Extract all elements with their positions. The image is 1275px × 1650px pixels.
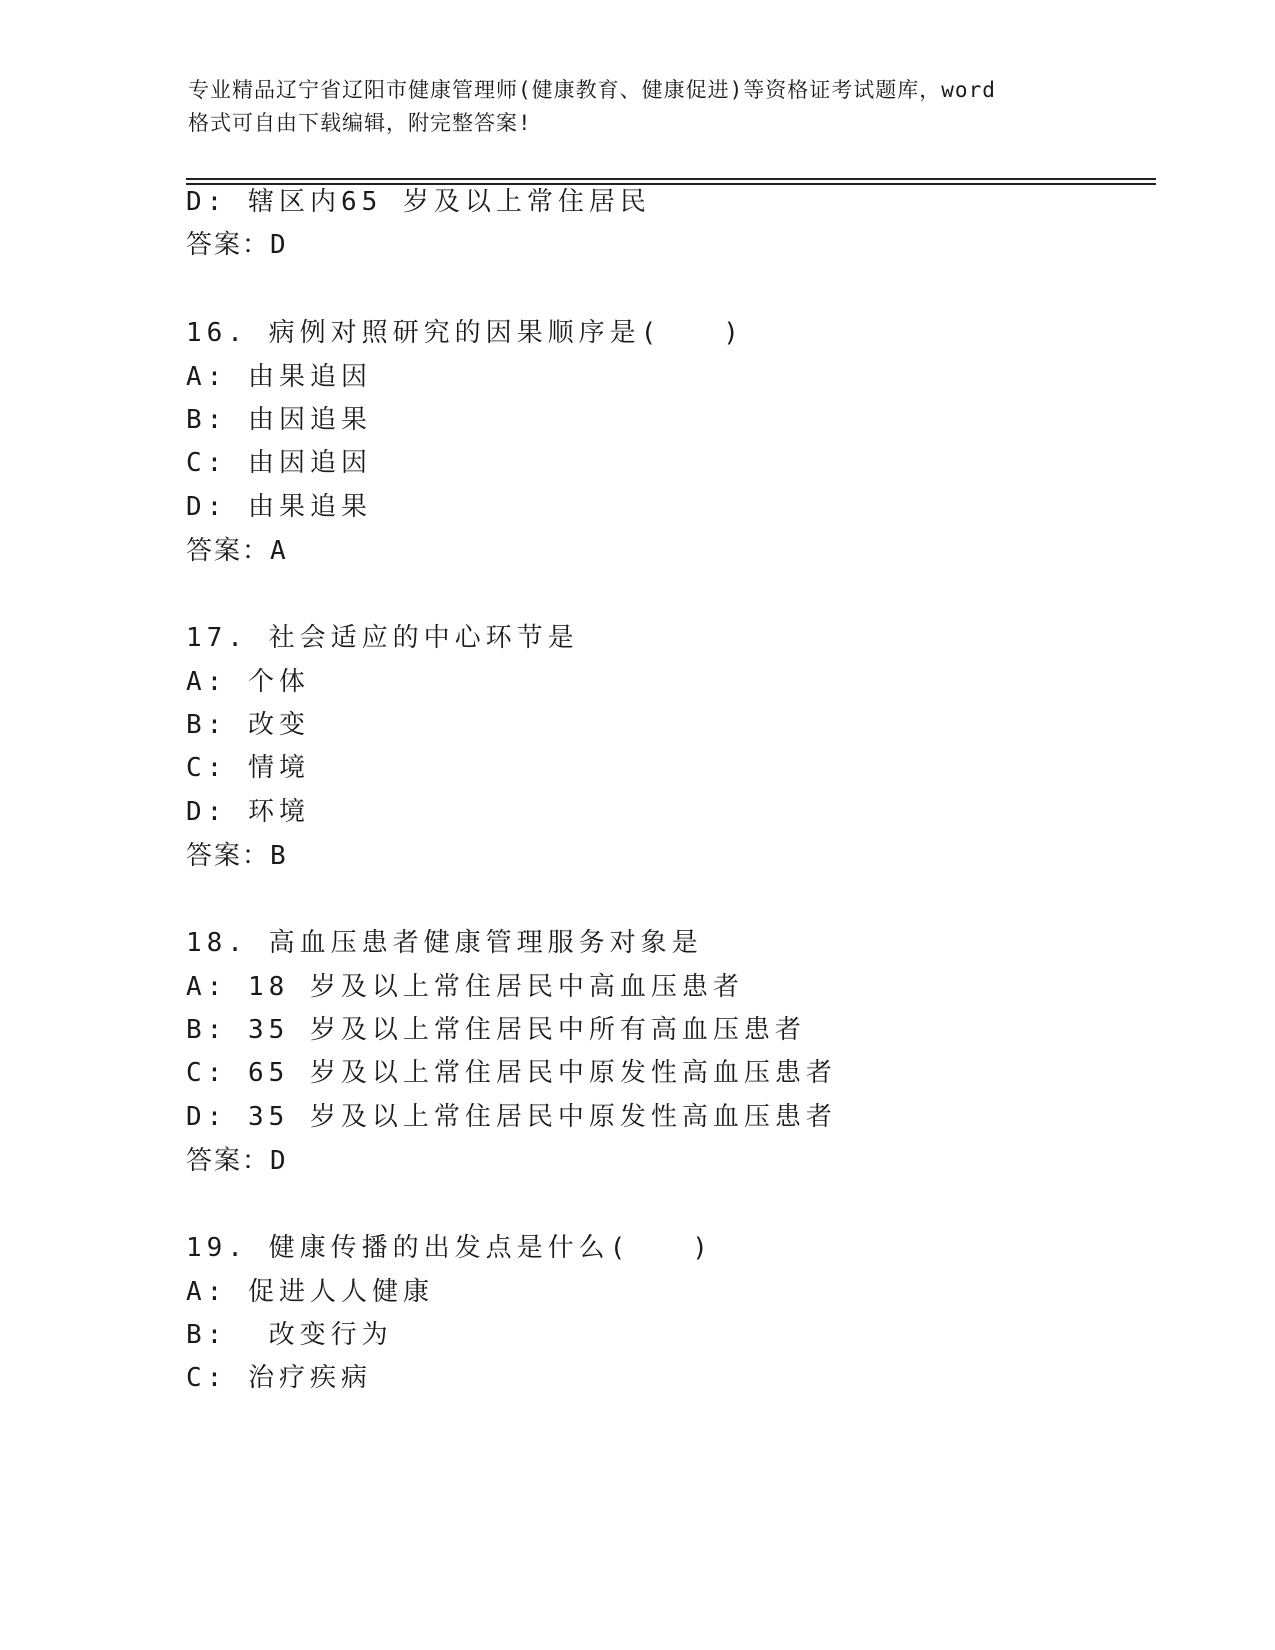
header-line-2: 格式可自由下载编辑，附完整答案!: [188, 111, 532, 135]
question-18-option-d: D: 35 岁及以上常住居民中原发性高血压患者: [186, 1102, 837, 1132]
question-17-option-c: C: 情境: [186, 753, 310, 783]
document-header: [188, 74, 1088, 140]
question-19-stem: 19. 健康传播的出发点是什么( ): [186, 1233, 713, 1263]
question-18-option-b: B: 35 岁及以上常住居民中所有高血压患者: [186, 1015, 806, 1045]
question-18-stem: 18. 高血压患者健康管理服务对象是: [186, 928, 703, 958]
answer-value: A: [270, 536, 288, 566]
answer-value: D: [270, 230, 288, 260]
header-rule-bottom: [186, 183, 1156, 185]
answer-value: B: [270, 841, 288, 871]
question-17-option-d: D: 环境: [186, 797, 310, 827]
question-17-option-a: A: 个体: [186, 667, 310, 697]
question-19-option-c: C: 治疗疾病: [186, 1363, 372, 1393]
answer-carryover: [186, 229, 288, 261]
header-line-1: 专业精品辽宁省辽阳市健康管理师(健康教育、健康促进)等资格证考试题库，word: [188, 78, 996, 102]
question-17-stem: 17. 社会适应的中心环节是: [186, 623, 579, 653]
question-19-option-b: B: 改变行为: [186, 1320, 393, 1350]
header-rule-top: [186, 178, 1156, 180]
question-17-answer: [186, 840, 288, 872]
question-16-stem: 16. 病例对照研究的因果顺序是( ): [186, 318, 744, 348]
answer-value: D: [270, 1146, 288, 1176]
question-19-option-a: A: 促进人人健康: [186, 1277, 434, 1307]
answer-label: 答案：: [186, 536, 271, 566]
answer-label: 答案：: [186, 1146, 271, 1176]
question-18-option-a: A: 18 岁及以上常住居民中高血压患者: [186, 972, 744, 1002]
question-16-option-a: A: 由果追因: [186, 362, 372, 392]
question-16-option-b: B: 由因追果: [186, 405, 372, 435]
answer-label: 答案：: [186, 841, 271, 871]
question-16-option-d: D: 由果追果: [186, 492, 372, 522]
question-18-option-c: C: 65 岁及以上常住居民中原发性高血压患者: [186, 1058, 837, 1088]
question-16-option-c: C: 由因追因: [186, 448, 372, 478]
option-d-carryover: D: 辖区内65 岁及以上常住居民: [186, 187, 651, 217]
question-18-answer: [186, 1145, 288, 1177]
answer-label: 答案：: [186, 230, 271, 260]
question-16-answer: [186, 535, 288, 567]
question-17-option-b: B: 改变: [186, 710, 310, 740]
